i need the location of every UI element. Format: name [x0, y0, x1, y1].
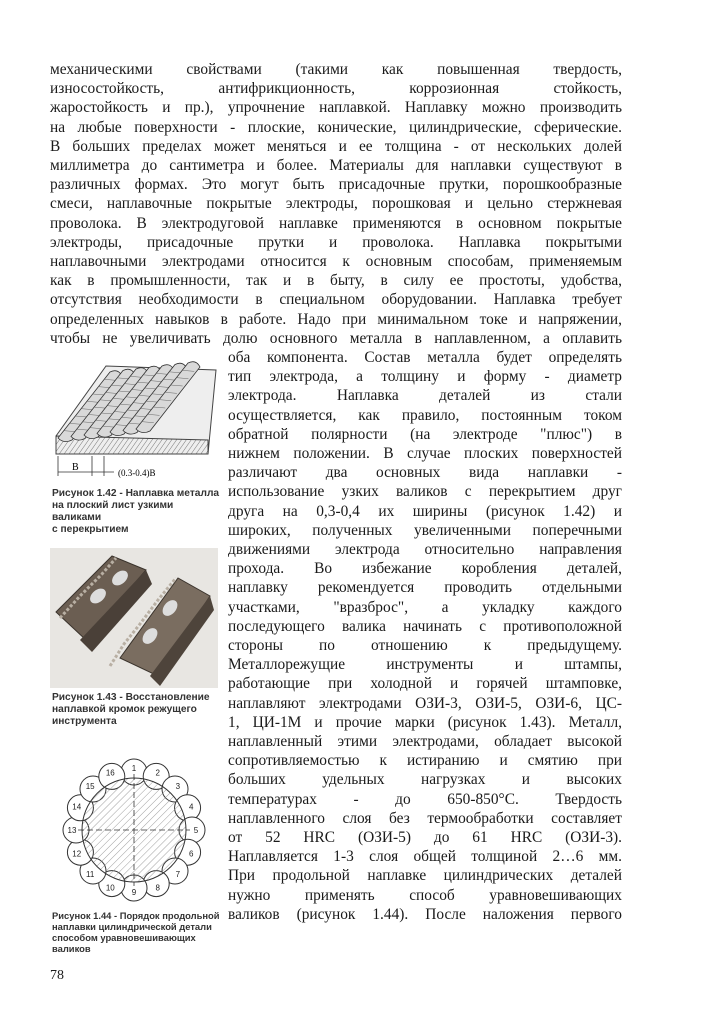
lobe-number: 6 — [189, 849, 194, 859]
text-line: температурах - до 650-850°С. Твердость — [228, 790, 622, 808]
text-line: последующего валика начинать с противоположной — [228, 617, 622, 635]
fig142-label-overlap: (0.3-0.4)В — [118, 468, 156, 478]
caption-line: Рисунок 1.42 - Наплавка металла — [52, 488, 220, 499]
text-line: как в промышленности, так и в быту, в силу ее простоты, удобства, — [50, 272, 622, 290]
text-line: валиков (рисунок 1.44). После наложения первого — [228, 905, 622, 923]
text-line: оба компонента. Состав металла будет определять — [228, 349, 622, 366]
text-line: чтобы не увеличивать долю основного металла в наплавленном, а оплавить — [50, 329, 622, 347]
text-line: наплавленного слоя без термообработки составляет — [228, 809, 622, 827]
text-line: работающие при холодной и горячей штамповке, — [228, 675, 622, 693]
lobe-number: 2 — [155, 768, 160, 778]
text-line: Металлорежущие инструменты и штампы, — [228, 656, 622, 674]
text-line: наплавочными электродами относится к основным способам, применяемым — [50, 253, 622, 271]
text-line: на любые поверхности - плоские, конические, цилиндрические, сферические. — [50, 118, 622, 136]
text-line: определенных навыков в работе. Надо при минимальном токе и напряжении, — [50, 310, 622, 328]
text-line: участками, "вразброс", а укладку каждого — [228, 598, 622, 616]
fig142-label-b: В — [72, 462, 79, 473]
caption-line: Рисунок 1.43 - Восстановление — [52, 692, 210, 703]
lobe-number: 3 — [175, 782, 181, 792]
text-line: наплавляют электродами ОЗИ-3, ОЗИ-5, ОЗИ-6, ЦС- — [228, 694, 622, 712]
lobe-number: 13 — [67, 826, 77, 835]
body-text-top — [50, 60, 622, 348]
caption-line: способом уравновешивающих валиков — [52, 932, 196, 954]
figure-1-44-balancing-beads-diagram — [48, 752, 220, 908]
caption-line: наплавкой кромок режущего — [52, 704, 197, 715]
text-line: миллиметра до сантиметра и более. Материалы для наплавки существуют в — [50, 157, 622, 175]
lobe-number: 16 — [105, 768, 115, 778]
text-line: осуществляется, как правило, постоянным током — [228, 406, 622, 424]
caption-line: инструмента — [52, 716, 117, 727]
text-line: движениями электрода относительно направления — [228, 541, 622, 559]
text-line: стороны по отношению к предыдущему. — [228, 637, 622, 655]
text-line: механическими свойствами (такими как повышенная твердость, — [50, 61, 622, 78]
text-line: отсутствия необходимости в специальном оборудовании. Наплавка требует — [50, 291, 622, 309]
caption-line: с перекрытием — [52, 524, 129, 535]
body-text-right-column — [228, 348, 622, 924]
text-line: проволока. В электродуговой наплавке применяются в основном покрытые — [50, 214, 622, 232]
text-line: различных формах. Это могут быть присадочные прутки, порошкообразные — [50, 176, 622, 194]
text-line: друга на 0,3-0,4 их ширины (рисунок 1.42) и — [228, 502, 622, 520]
lobe-number: 8 — [155, 883, 160, 893]
text-line: жаростойкость и пр.), упрочнение наплавкой. Наплавку можно производить — [50, 99, 622, 117]
text-line: В больших пределах может меняться и ее толщина - от нескольких долей — [50, 137, 622, 155]
text-line: использование узких валиков с перекрытием друг — [228, 483, 622, 501]
text-line: от 52 HRC (ОЗИ-5) до 61 HRC (ОЗИ-3). — [228, 829, 622, 847]
lobe-number: 1 — [131, 764, 137, 773]
text-line: электрода. Наплавка деталей из стали — [228, 387, 622, 405]
lobe-number: 12 — [72, 849, 82, 859]
text-line: нужно применять способ уравновешивающих — [228, 886, 622, 904]
text-line: наплавку рекомендуется проводить отдельными — [228, 579, 622, 597]
text-line: нижнем положении. В случае плоских поверхностей — [228, 445, 622, 463]
lobe-number: 14 — [72, 802, 82, 812]
text-line: обратной полярности (на электроде "плюс") в — [228, 425, 622, 443]
lobe-number: 15 — [85, 782, 95, 792]
text-line: смеси, наплавочные покрытые электроды, порошковая и цельно стержневая — [50, 195, 622, 213]
lobe-number: 7 — [175, 869, 181, 879]
caption-line: наплавки цилиндрической детали — [52, 921, 212, 932]
text-line: больших удельных нагрузках и высоких — [228, 771, 622, 789]
text-line: наплавленный этими электродами, обладает высокой — [228, 733, 622, 751]
page-number: 78 — [50, 968, 64, 983]
text-line: 1, ЦИ-1М и прочие марки (рисунок 1.43). Металл, — [228, 713, 622, 731]
text-line: Наплавляется 1-3 слоя общей толщиной 2…6 мм. — [228, 848, 622, 866]
caption-line: на плоский лист узкими валиками — [52, 500, 174, 523]
text-line: износостойкость, антифрикционность, коррозионная стойкость, — [50, 80, 622, 98]
figure-1-44-caption — [52, 910, 224, 954]
lobe-number: 5 — [193, 826, 199, 835]
text-line: электроды, присадочные прутки и проволока. Наплавка покрытыми — [50, 233, 622, 251]
text-line: тип электрода, а толщину и форму - диаметр — [228, 368, 622, 386]
caption-line: Рисунок 1.44 - Порядок продольной — [52, 910, 220, 921]
lobe-number: 9 — [131, 888, 137, 897]
lobe-number: 11 — [86, 869, 95, 879]
lobe-number: 4 — [189, 802, 194, 812]
figure-1-43-caption — [52, 692, 224, 728]
text-line: широких, полученных увеличенными поперечными — [228, 521, 622, 539]
figure-1-42-weld-beads — [48, 358, 220, 484]
lobe-number: 10 — [105, 883, 115, 893]
text-line: прохода. Во избежание коробления деталей, — [228, 560, 622, 578]
text-line: сопротивляемостью к истиранию и смятию при — [228, 752, 622, 770]
text-line: При продольной наплавке цилиндрических деталей — [228, 867, 622, 885]
figure-1-43-restored-tool-photo — [48, 548, 220, 688]
text-line: различают два основных вида наплавки - — [228, 464, 622, 482]
figure-1-42-caption — [52, 488, 224, 536]
